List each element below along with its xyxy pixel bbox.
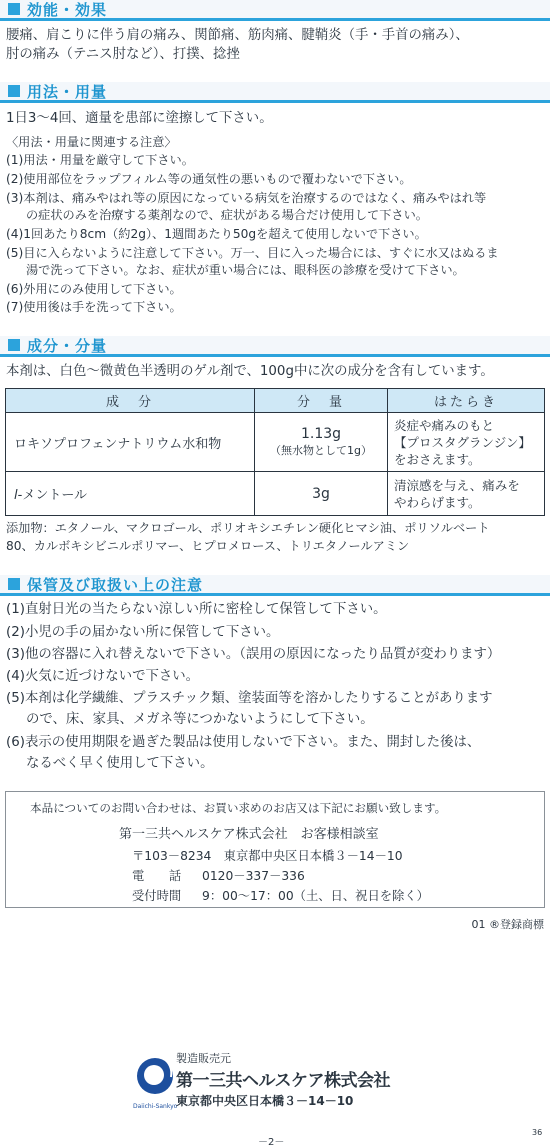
effects-line: 腰痛、肩こりに伴う肩の痛み、関節痛、筋肉痛、腱鞘炎（手・手首の痛み）、: [6, 28, 469, 43]
ingredient-name-text: -メントール: [17, 488, 88, 503]
contact-hours-label: 受付時間: [132, 889, 182, 903]
column-header: はたらき: [388, 389, 545, 413]
amount-note: （無水物として1g）: [270, 444, 372, 457]
contact-phone: 0120－337－336: [202, 869, 305, 883]
storage-line-continued: ので、床、家具、メガネ等につかないようにして下さい。: [26, 712, 374, 727]
ingredient-amount: [255, 413, 388, 472]
usage-note: (5)目に入らないように注意して下さい。万一、目に入った場合には、すぐに水又はぬるま: [6, 246, 499, 260]
ingredient-prefix: l: [14, 488, 18, 503]
action-line: 【プロスタグランジン】: [394, 434, 531, 450]
ingredients-table: [5, 388, 545, 516]
ingredients-heading: 成分・分量: [27, 336, 108, 355]
contact-hours: 9：00～17：00（土、日、祝日を除く）: [202, 889, 429, 903]
ingredient-amount: 3g: [255, 472, 388, 516]
storage-line: (4)火気に近づけないで下さい。: [6, 669, 200, 684]
company-logo: [133, 1053, 177, 1111]
storage-heading: 保管及び取扱い上の注意: [27, 575, 204, 594]
heading-square-icon: [8, 339, 20, 351]
storage-line: (2)小児の手の届かない所に保管して下さい。: [6, 625, 280, 640]
heading-square-icon: [8, 578, 20, 590]
contact-address: 〒103－8234 東京都中央区日本橋３－14－10: [132, 849, 403, 863]
table-row: [6, 472, 545, 516]
ingredient-action: [388, 472, 545, 516]
trademark-note: 01 ®登録商標: [471, 918, 544, 931]
storage-line: (1)直射日光の当たらない涼しい所に密栓して保管して下さい。: [6, 602, 387, 617]
table-header-row: [6, 389, 545, 413]
storage-line-continued: なるべく早く使用して下さい。: [26, 756, 214, 771]
usage-note: (4)1回あたり8cm（約2g）、1週間あたり50gを超えて使用しないで下さい。: [6, 227, 427, 241]
usage-note: (6)外用にのみ使用して下さい。: [6, 282, 182, 296]
action-line: 清涼感を与え、痛みを: [394, 477, 520, 493]
usage-heading-bar: [0, 82, 550, 103]
usage-notes-title: 〈用法・用量に関連する注意〉: [6, 135, 177, 149]
heading-square-icon: [8, 3, 20, 15]
daiichi-sankyo-logo-icon: [133, 1053, 177, 1099]
storage-line: (5)本剤は化学繊維、プラスチック類、塗装面等を溶かしたりすることがあります: [6, 691, 493, 706]
logo-text: Daiichi-Sankyo: [133, 1103, 178, 1110]
usage-note: (7)使用後は手を洗って下さい。: [6, 300, 182, 314]
effects-heading: 効能・効果: [27, 0, 108, 19]
amount-value: 1.13g: [300, 426, 342, 442]
effects-heading-bar: [0, 0, 550, 21]
usage-note: (2)使用部位をラップフィルム等の通気性の悪いもので覆わないで下さい。: [6, 172, 412, 186]
storage-line: (6)表示の使用期限を過ぎた製品は使用しないで下さい。また、開封した後は、: [6, 735, 481, 750]
contact-intro: 本品についてのお問い合わせは、お買い求めのお店又は下記にお願い致します。: [30, 801, 447, 815]
additives-line: 80、カルボキシビニルポリマー、ヒプロメロース、トリエタノールアミン: [6, 539, 410, 553]
ingredient-name: ロキソプロフェンナトリウム水和物: [6, 413, 255, 472]
action-line: やわらげます。: [394, 494, 481, 510]
corner-number: 36: [532, 1128, 543, 1137]
column-header: 分 量: [255, 389, 388, 413]
heading-square-icon: [8, 85, 20, 97]
contact-phone-label: 電 話: [132, 869, 182, 883]
action-line: 炎症や痛みのもと: [394, 417, 495, 433]
maker-label: 製造販売元: [176, 1052, 231, 1065]
usage-main: 1日3～4回、適量を患部に塗擦して下さい。: [6, 111, 273, 126]
ingredient-action: [388, 413, 545, 472]
contact-box: [5, 791, 545, 908]
usage-heading: 用法・用量: [27, 82, 108, 101]
usage-note-continued: 湯で洗って下さい。なお、症状が重い場合には、眼科医の診療を受けて下さい。: [26, 263, 465, 277]
additives-line: 添加物：エタノール、マクロゴール、ポリオキシエチレン硬化ヒマシ油、ポリソルベート: [6, 521, 490, 535]
column-header: 成 分: [6, 389, 255, 413]
usage-note-continued: の症状のみを治療する薬剤なので、症状がある場合だけ使用して下さい。: [26, 208, 428, 222]
table-row: [6, 413, 545, 472]
effects-line: 肘の痛み（テニス肘など）、打撲、捻挫: [6, 47, 240, 62]
maker-address: 東京都中央区日本橋３－14－10: [176, 1094, 354, 1108]
page-number: －2－: [258, 1137, 285, 1148]
storage-heading-bar: [0, 575, 550, 596]
maker-name: 第一三共ヘルスケア株式会社: [176, 1071, 390, 1091]
action-line: をおさえます。: [394, 451, 481, 467]
ingredients-heading-bar: [0, 336, 550, 357]
storage-line: (3)他の容器に入れ替えないで下さい。（誤用の原因になったり品質が変わります）: [6, 647, 501, 662]
usage-note: (1)用法・用量を厳守して下さい。: [6, 153, 194, 167]
ingredient-name: [6, 472, 255, 516]
ingredients-intro: 本剤は、白色～微黄色半透明のゲル剤で、100g中に次の成分を含有しています。: [6, 364, 494, 379]
usage-note: (3)本剤は、痛みやはれ等の原因になっている病気を治療するのではなく、痛みやはれ等: [6, 191, 487, 205]
contact-company: 第一三共ヘルスケア株式会社 お客様相談室: [119, 827, 379, 842]
